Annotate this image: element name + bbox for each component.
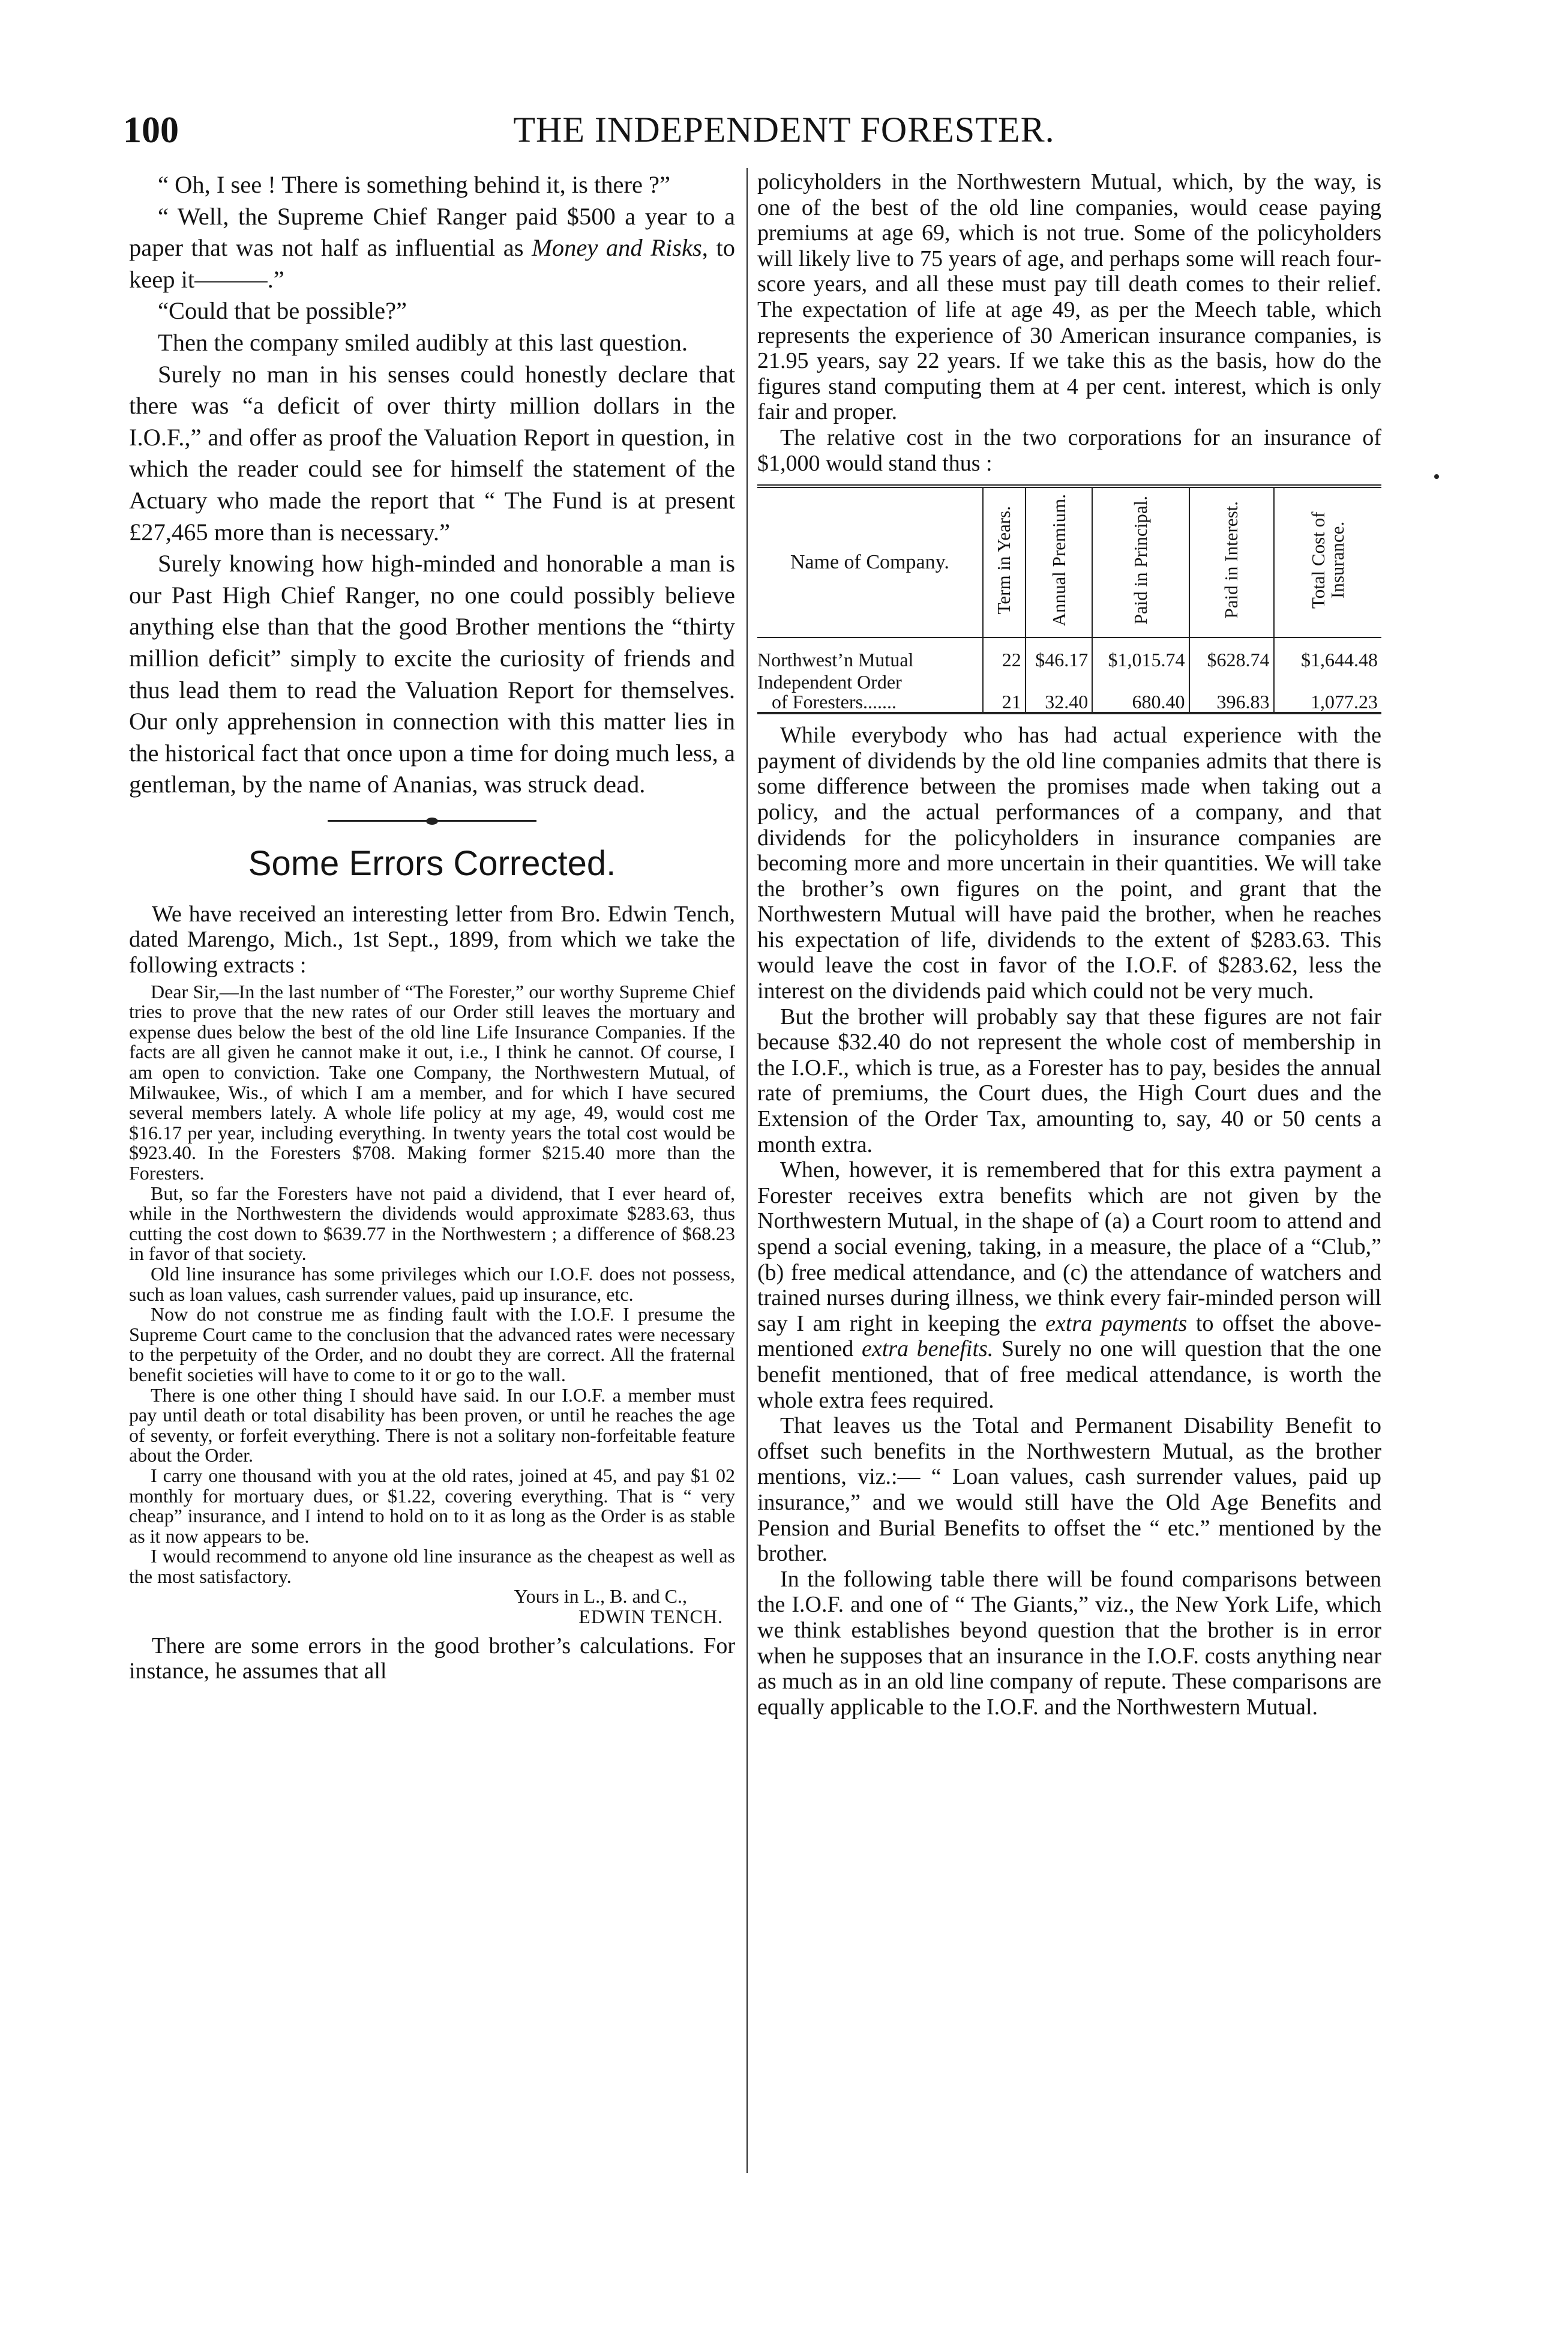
paragraph-valuation: Surely no man in his senses could honestly declare that there was “a deficit of over thirty million dollars in the I.O.F.,” and offer as proof the Valuation Report in question, in which the reader could see for himself the statement of the Actuary who made the report that “ The Fund is at present £27,465 more than is necessary.” <box>129 360 735 546</box>
paragraph-fair: But the brother will probably say that these figures are not fair because $32.40 do not represent the whole cost of membership in the I.O.F., which is true, as a Forester has to pay, besides the annual rate of premiums, the Court dues, the High Court dues and the Extension of the Order Tax, amounting to, say, 40 or 50 cents a month extra. <box>757 1004 1381 1157</box>
letter-paragraph: There is one other thing I should have said. In our I.O.F. a member must pay until death or total disability has been proven, or until he reaches the age of seventy, or forfeit everything. There is not a solitary non-forfeitable feature about the Order. <box>129 1384 735 1466</box>
letter-body <box>129 982 735 1627</box>
letter-signature: EDWIN TENCH. <box>578 1606 723 1628</box>
paragraph-continued: policyholders in the Northwestern Mutual, which, by the way, is one of the best of the old line companies, would cease paying premiums at age 69, which is not true. Some of the policyholders will likely live to 75 years of age, and perhaps some will reach four-score years, and all these must pay till death comes to their relief. The expectation of life at age 49, as per the Meech table, which represents the experience of 30 American insurance companies, is 21.95 years, say 22 years. If we take this as the basis, how do the figures stand computing them at 4 per cent. interest, which is only fair and proper. <box>757 169 1381 425</box>
paragraph-errors: There are some errors in the good brother’s calculations. For instance, he assumes that all <box>129 1633 735 1684</box>
letter-paragraph: Old line insurance has some privileges which our I.O.F. does not possess, such as loan values, cash surrender values, paid up insurance, etc. <box>129 1262 735 1305</box>
dialogue-line: “ Well, the Supreme Chief Ranger paid $500 a year to a paper that was not half as influential as Money and Risks, to keep it———.” <box>129 202 735 293</box>
column-header: Total Cost of Insurance. <box>1274 486 1381 637</box>
dialogue-line: Then the company smiled audibly at this last question. <box>158 328 688 356</box>
left-column <box>129 169 735 1684</box>
table-row <box>757 637 1381 670</box>
annual-premium-cell: $46.17 <box>1026 637 1093 670</box>
running-title: THE INDEPENDENT FORESTER. <box>513 110 1055 149</box>
letter-paragraph: I carry one thousand with you at the old rates, joined at 45, and pay $1 02 monthly for mortuary dues, or $1.22, covering everything. That is “ very cheap” insurance, and I intend to hold on to it as long as the Order is as stable as it now appears to be. <box>129 1464 735 1547</box>
paid-principal-cell: 680.40 <box>1092 670 1189 713</box>
column-header: Paid in Principal. <box>1092 486 1189 637</box>
letter-intro: We have received an interesting letter from Bro. Edwin Tench, dated Marengo, Mich., 1st Sept., 1899, from which we take the following extracts : <box>129 901 735 978</box>
column-divider <box>746 168 748 2173</box>
term-cell: 22 <box>983 637 1026 670</box>
letter-paragraph: Dear Sir,—In the last number of “The Forester,” our worthy Supreme Chief tries to prove that the new rates of our Order still leaves the mortuary and expense dues below the best of the old line Life Insurance Companies. If the facts are all given he cannot make it out, i.e., I think he cannot. Of course, I am open to conviction. Take one Company, the Northwestern Mutual, of Milwaukee, Wis., of which I am a member, and for which I have secured several members lately. A whole life policy at my age, 49, would cost me $16.17 per year, including everything. In twenty years the total cost would be $923.40. In the Foresters $708. Making former $215.40 more than the Foresters. <box>129 980 735 1184</box>
right-column <box>757 169 1381 1720</box>
total-cost-cell: 1,077.23 <box>1274 670 1381 713</box>
letter-paragraph: Now do not construe me as finding fault with the I.O.F. I presume the Supreme Court came to the conclusion that the advanced rates were necessary to the perpetuity of the Order, and no doubt they are correct. All the fraternal benefit societies will have to come to it or go to the wall. <box>129 1303 735 1385</box>
page-header <box>0 109 1568 157</box>
publication-title: Money and Risks <box>532 234 702 262</box>
annual-premium-cell: 32.40 <box>1026 670 1093 713</box>
paid-interest-cell: $628.74 <box>1189 637 1274 670</box>
column-header: Name of Company. <box>790 551 949 574</box>
paid-interest-cell: 396.83 <box>1189 670 1274 713</box>
column-header: Paid in Interest. <box>1189 486 1274 637</box>
column-header: Annual Premium. <box>1026 486 1093 637</box>
company-name: Independent Order of Foresters....... <box>757 671 902 713</box>
paid-principal-cell: $1,015.74 <box>1092 637 1189 670</box>
letter-paragraph: But, so far the Foresters have not paid a dividend, that I ever heard of, while in the Northwestern the dividends would approximate $283.63, thus cutting the cost down to $639.77 in the Northwestern ; a difference of $68.23 in favor of that society. <box>129 1182 735 1265</box>
paragraph-table-intro: The relative cost in the two corporations for an insurance of $1,000 would stand thus : <box>757 424 1381 476</box>
paragraph-disability: That leaves us the Total and Permanent Disability Benefit to offset such benefits in the Northwestern Mutual, as the brother mentions, viz.:— “ Loan values, cash surrender values, paid up insurance,” and we would still have the Old Age Benefits and Pension and Burial Benefits to offset the “ etc.” mentioned by the brother. <box>757 1413 1381 1567</box>
section-heading: Some Errors Corrected. <box>248 843 616 883</box>
paragraph-ananias: Surely knowing how high-minded and honorable a man is our Past High Chief Ranger, no one could possibly believe anything else than that the good Brother mentions the “thirty million deficit” simply to excite the curiosity of friends and thus lead them to read the Valuation Report for themselves. Our only apprehension in connection with this matter lies in the historical fact that once upon a time for doing much less, a gentleman, by the name of Ananias, was struck dead. <box>129 550 735 798</box>
table-header-row <box>757 486 1381 637</box>
company-name: Northwest’n Mutual <box>757 649 914 671</box>
paragraph-giants: In the following table there will be found comparisons between the I.O.F. and one of “ The Giants,” viz., the New York Life, which we think establishes beyond question that the brother is in error when he supposes that an insurance in the I.O.F. costs anything near as much as in an old line company of repute. These comparisons are equally applicable to the I.O.F. and the Northwestern Mutual. <box>757 1566 1381 1720</box>
cost-comparison-table <box>757 484 1381 714</box>
page-number: 100 <box>123 110 179 151</box>
section-ornament <box>129 801 735 837</box>
margin-dot <box>1434 474 1439 479</box>
paragraph-dividends: While everybody who has had actual experience with the payment of dividends by the old line companies admits that there is some difference between the promises made when taking out a policy, and the actual performances of a company, and that dividends for the policyholders in insurance companies are becoming more and more uncertain in their quantities. We will take the brother’s own figures on the point, and grant that the Northwestern Mutual will have paid the brother, when he reaches his expectation of life, dividends to the extent of $283.63. This would leave the cost in favor of the I.O.F. of $283.62, less the interest on the dividends paid which could not be very much. <box>757 723 1381 1004</box>
paragraph-benefits: When, however, it is remembered that for this extra payment a Forester receives extra benefits which are not given by the Northwestern Mutual, in the shape of (a) a Court room to attend and spend a social evening, taking, in a measure, the place of a “Club,” (b) free medical attendance, and (c) the attendance of watchers and trained nurses during illness, we think every fair-minded person will say I am right in keeping the extra payments to offset the above-mentioned extra benefits. Surely no one will question that the one benefit mentioned, that of free medical attendance, is worth the whole extra fees required. <box>757 1157 1382 1413</box>
table-row <box>757 670 1381 713</box>
term-cell: 21 <box>983 670 1026 713</box>
letter-closing: Yours in L., B. and C., <box>514 1585 687 1607</box>
dialogue-line: “ Oh, I see ! There is something behind it, is there ?” <box>158 171 671 198</box>
letter-paragraph: I would recommend to anyone old line insurance as the cheapest as well as the most satisfactory. <box>129 1545 735 1587</box>
total-cost-cell: $1,644.48 <box>1274 637 1381 670</box>
dialogue-line: “Could that be possible?” <box>158 297 407 325</box>
column-header: Term in Years. <box>983 486 1026 637</box>
